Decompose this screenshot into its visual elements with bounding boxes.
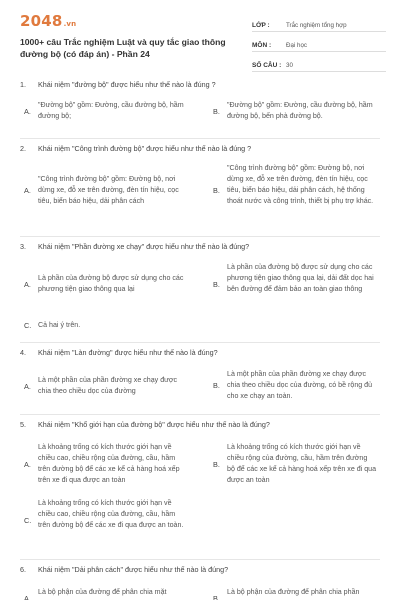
option-text: "Công trình đường bộ" gồm: Đường bộ, nơi dừng xe, đỗ xe trên đường, đèn tín hiệu, cọc tiêu, biển báo hiệu, dải phân cách, hệ thống thoát nước và công trình, thiết bị phụ trợ khác. bbox=[227, 164, 374, 205]
divider bbox=[20, 342, 380, 343]
meta-box bbox=[252, 12, 386, 72]
option-text: "Đường bộ" gồm: Đường, cầu đường bộ, hầm đường bộ; bbox=[38, 101, 184, 120]
question-stem bbox=[20, 80, 380, 90]
question-stem bbox=[20, 565, 380, 575]
option-letter: B. bbox=[213, 186, 220, 195]
option-text: Là phần của đường bộ được sử dụng cho các phương tiện giao thông qua lại, dải đất dọc hai bên đường để đảm bảo an toàn giao thông bbox=[227, 263, 374, 293]
site-logo[interactable] bbox=[20, 12, 76, 30]
meta-label-so-cau: SỐ CÂU : bbox=[252, 62, 282, 69]
question-number: 2. bbox=[20, 144, 26, 153]
option-letter: C. bbox=[24, 516, 32, 525]
question-stem bbox=[20, 242, 380, 252]
option-letter: C. bbox=[24, 321, 32, 330]
logo-suffix: .vn bbox=[63, 20, 77, 28]
question-number: 4. bbox=[20, 348, 26, 357]
option-letter: A. bbox=[24, 382, 31, 391]
option-text: "Đường bộ" gồm: Đường, cầu đường bộ, hầm đường bộ, bến phà đường bộ. bbox=[227, 101, 373, 120]
option-text: Là khoảng trống có kích thước giới hạn về chiều cao, chiều rộng của đường, cầu, hầm trên đường bộ để các xe đi qua được an toàn. bbox=[38, 499, 184, 529]
option-letter: A. bbox=[24, 186, 31, 195]
option-letter: A. bbox=[24, 460, 31, 469]
question-text: Khái niệm "Công trình đường bộ" được hiểu như thế nào là đúng ? bbox=[38, 144, 252, 153]
meta-value-mon: Đại học bbox=[286, 42, 307, 49]
meta-row-mon bbox=[252, 32, 386, 52]
question-text: Khái niệm "Dải phân cách" được hiểu như thế nào là đúng? bbox=[38, 565, 229, 574]
option-text: "Công trình đường bộ" gồm: Đường bộ, nơi dừng xe, đỗ xe trên đường, đèn tín hiệu, cọc tiêu, biển báo hiệu, dải phân cách bbox=[38, 175, 179, 205]
option-text: Là khoảng trống có kích thước giới hạn về chiều cao, chiều rộng của đường, cầu, hầm trên đường bộ để các xe kể cả hàng hoá xếp trên xe đi qua được an toàn bbox=[38, 443, 180, 484]
question-number: 1. bbox=[20, 80, 26, 89]
meta-row-lop bbox=[252, 12, 386, 32]
question-stem bbox=[20, 420, 380, 430]
option-letter: B. bbox=[213, 460, 220, 469]
option-letter: B. bbox=[213, 594, 220, 600]
divider bbox=[20, 414, 380, 415]
option-letter: B. bbox=[213, 107, 220, 116]
question-number: 3. bbox=[20, 242, 26, 251]
meta-label-mon: MÔN : bbox=[252, 42, 272, 49]
option-letter: B. bbox=[213, 280, 220, 289]
option-text: Là bộ phận của đường để phân chia mặt bbox=[38, 588, 167, 596]
option-letter: A. bbox=[24, 107, 31, 116]
question-number: 6. bbox=[20, 565, 26, 574]
option-letter: B. bbox=[213, 381, 220, 390]
divider bbox=[20, 138, 380, 139]
option-text: Là phần của đường bộ được sử dụng cho các phương tiện giao thông qua lại bbox=[38, 274, 184, 293]
meta-row-so-cau bbox=[252, 52, 386, 72]
option-text: Là bộ phận của đường để phân chia phần bbox=[227, 588, 360, 596]
divider bbox=[20, 559, 380, 560]
logo-main: 2048 bbox=[20, 12, 63, 30]
divider bbox=[20, 236, 380, 237]
question-text: Khái niệm "Khổ giới hạn của đường bộ" được hiểu như thế nào là đúng? bbox=[38, 420, 270, 429]
question-text: Khái niệm "Phần đường xe chạy" được hiểu như thế nào là đúng? bbox=[38, 242, 250, 251]
meta-value-lop: Trắc nghiệm tổng hợp bbox=[286, 22, 347, 29]
option-text: Là khoảng trống có kích thước giới hạn về chiều rộng của đường, cầu, hầm trên đường bộ để các xe kể cả hàng hoá xếp trên xe đi qua được an toàn bbox=[227, 443, 377, 484]
question-text: Khái niệm "đường bộ" được hiểu như thế nào là đúng ? bbox=[38, 80, 216, 89]
option-letter: A. bbox=[24, 280, 31, 289]
document-title: 1000+ câu Trắc nghiệm Luật và quy tắc giao thông đường bộ (có đáp án) - Phần 24 bbox=[20, 37, 226, 59]
meta-label-lop: LỚP : bbox=[252, 22, 270, 29]
question-text: Khái niệm "Làn đường" được hiểu như thế nào là đúng? bbox=[38, 348, 218, 357]
question-stem bbox=[20, 144, 380, 154]
option-text: Là một phần của phần đường xe chạy được chia theo chiều dọc của đường, có bề rộng đủ cho xe chạy an toàn. bbox=[227, 370, 373, 400]
question-number: 5. bbox=[20, 420, 26, 429]
question-stem bbox=[20, 348, 380, 358]
meta-value-so-cau: 30 bbox=[286, 62, 293, 69]
option-text: Cả hai ý trên. bbox=[38, 321, 81, 329]
option-text: Là một phần của phần đường xe chạy được chia theo chiều dọc của đường bbox=[38, 376, 178, 395]
option-letter: A. bbox=[24, 594, 31, 600]
